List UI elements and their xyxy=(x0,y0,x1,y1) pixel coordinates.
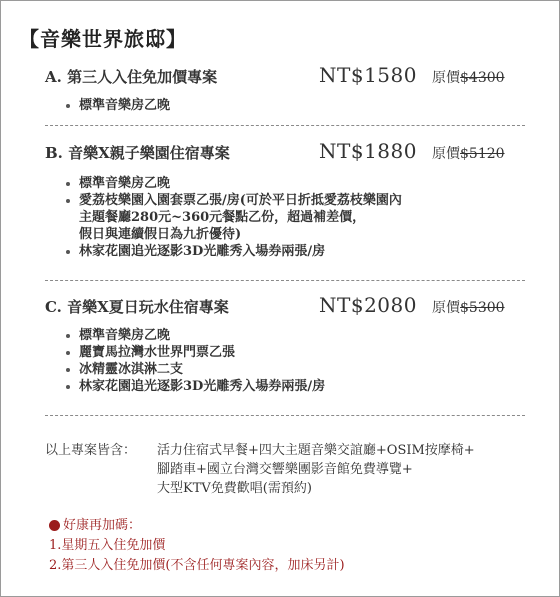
plan-header xyxy=(1,63,560,89)
included-note-line: 大型KTV免費歡唱(需預約) xyxy=(157,481,312,496)
list-item: 麗寶馬拉灣水世界門票乙張 xyxy=(63,344,325,361)
plan-price: NT$1880 xyxy=(319,139,417,163)
list-item: 標準音樂房乙晚 xyxy=(63,97,170,114)
bonus-line: 1.星期五入住免加價 xyxy=(49,538,166,553)
list-item: 標準音樂房乙晚 xyxy=(63,175,402,192)
bonus-heading xyxy=(49,516,345,536)
divider xyxy=(45,280,525,281)
bonus-line: 2.第三人入住免加價(不含任何專案內容，加床另計) xyxy=(49,558,345,573)
list-item-continued: 主題餐廳280元~360元餐點乙份，超過補差價， xyxy=(79,210,366,225)
plan-c xyxy=(1,293,560,394)
included-note-line: 活力住宿式早餐+四大主題音樂交誼廳+OSIM按摩椅+ xyxy=(157,443,475,458)
plan-items xyxy=(63,97,170,114)
list-item-continued: 假日與連續假日為九折優待) xyxy=(79,227,242,242)
page-title: 【音樂世界旅邸】 xyxy=(19,27,187,51)
original-price-label: 原價 xyxy=(432,146,460,162)
plan-name: A. 第三人入住免加價專案 xyxy=(45,68,218,86)
included-note-body xyxy=(157,441,537,498)
plan-original-price xyxy=(432,67,505,87)
plan-items xyxy=(63,327,325,395)
plan-original-price xyxy=(432,297,505,317)
bullet-dot-icon xyxy=(49,520,60,531)
list-item: 標準音樂房乙晚 xyxy=(63,327,325,344)
list-item: 冰精靈冰淇淋二支 xyxy=(63,361,325,378)
plan-header xyxy=(1,293,560,319)
plan-items xyxy=(63,175,402,260)
original-price-label: 原價 xyxy=(432,300,460,316)
bonus-heading-text: 好康再加碼： xyxy=(63,518,142,533)
list-item: 愛荔枝樂園入園套票乙張/房(可於平日折抵愛荔枝樂園內 xyxy=(63,192,402,209)
original-price-label: 原價 xyxy=(432,70,460,86)
divider xyxy=(45,415,525,416)
plan-price: NT$1580 xyxy=(319,63,417,87)
list-item: 林家花園追光逐影3D光雕秀入場券兩張/房 xyxy=(63,243,402,260)
original-price-value: $4300 xyxy=(460,70,505,86)
plan-original-price xyxy=(432,143,505,163)
included-note-lead: 以上專案皆含： xyxy=(45,443,137,458)
plan-name: C. 音樂X夏日玩水住宿專案 xyxy=(45,298,229,316)
included-note-line: 腳踏車+國立台灣交響樂團影音館免費導覽+ xyxy=(157,462,413,477)
plan-name: B. 音樂X親子樂園住宿專案 xyxy=(45,144,230,162)
plan-a xyxy=(1,63,560,113)
original-price-value: $5120 xyxy=(460,146,505,162)
original-price-value: $5300 xyxy=(460,300,505,316)
plan-price: NT$2080 xyxy=(319,293,417,317)
plan-b xyxy=(1,139,560,259)
plan-header xyxy=(1,139,560,165)
divider xyxy=(45,125,525,126)
bonus-section xyxy=(49,516,345,576)
list-item: 林家花園追光逐影3D光雕秀入場券兩張/房 xyxy=(63,378,325,395)
